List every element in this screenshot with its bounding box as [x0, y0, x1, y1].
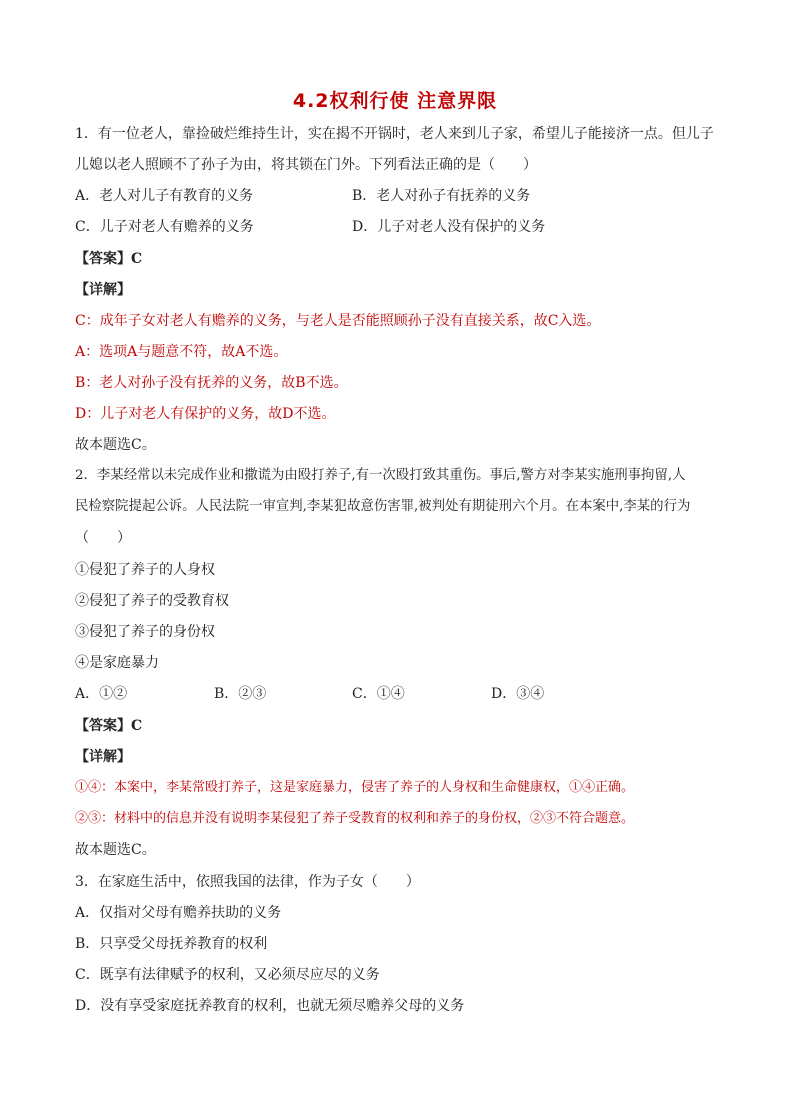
- q2-option-a: A．①②: [75, 686, 128, 702]
- q2-conclusion: 故本题选C。: [75, 842, 156, 858]
- q3-stem: 3．在家庭生活中，依照我国的法律，作为子女（ ）: [75, 874, 420, 890]
- q1-detail-label: 【详解】: [75, 282, 131, 298]
- q1-stem-line2: 儿媳以老人照顾不了孙子为由，将其锁在门外。下列看法正确的是（ ）: [75, 157, 537, 173]
- q2-item-4: ④是家庭暴力: [75, 655, 159, 671]
- q1-option-b: B．老人对孙子有抚养的义务: [352, 188, 531, 204]
- q2-stem-line3: （ ）: [75, 530, 131, 546]
- q1-detail-2: A：选项A与题意不符，故A不选。: [75, 344, 288, 360]
- q1-option-c: C．儿子对老人有赡养的义务: [75, 219, 254, 235]
- q2-detail-2: ②③：材料中的信息并没有说明李某侵犯了养子受教育的权利和养子的身份权，②③不符合题意。: [75, 811, 635, 826]
- q2-answer: 【答案】C: [75, 718, 143, 734]
- q3-option-d: D．没有享受家庭抚养教育的权利，也就无须尽赡养父母的义务: [75, 998, 465, 1014]
- q2-stem-line1: 2．李某经常以未完成作业和撒谎为由殴打养子,有一次殴打致其重伤。事后,警方对李某实施刑事拘留,人: [75, 468, 686, 483]
- q2-detail-label: 【详解】: [75, 749, 131, 765]
- q1-detail-4: D：儿子对老人有保护的义务，故D不选。: [75, 406, 336, 422]
- q2-option-b: B．②③: [214, 686, 267, 702]
- q2-detail-1: ①④：本案中，李某常殴打养子，这是家庭暴力，侵害了养子的人身权和生命健康权，①④正确。: [75, 780, 635, 795]
- q2-option-d: D．③④: [491, 686, 545, 702]
- q1-detail-3: B：老人对孙子没有抚养的义务，故B不选。: [75, 375, 348, 391]
- q2-item-2: ②侵犯了养子的受教育权: [75, 593, 229, 609]
- q1-stem-line1: 1．有一位老人，靠捡破烂维持生计，实在揭不开锅时，老人来到儿子家，希望儿子能接济一点。但儿子: [75, 126, 714, 142]
- q2-option-c: C．①④: [352, 686, 405, 702]
- q1-conclusion: 故本题选C。: [75, 437, 156, 453]
- q2-item-3: ③侵犯了养子的身份权: [75, 624, 215, 640]
- q1-answer: 【答案】C: [75, 251, 143, 267]
- q3-option-b: B．只享受父母抚养教育的权利: [75, 936, 268, 952]
- page-title: 4.2权利行使 注意界限: [292, 90, 498, 112]
- q2-item-1: ①侵犯了养子的人身权: [75, 562, 215, 578]
- q1-option-d: D．儿子对老人没有保护的义务: [352, 219, 546, 235]
- q1-detail-1: C：成年子女对老人有赡养的义务，与老人是否能照顾孙子没有直接关系，故C入选。: [75, 313, 601, 329]
- q2-stem-line2: 民检察院提起公诉。人民法院一审宣判,李某犯故意伤害罪,被判处有期徒刑六个月。在本案中,李某的行为: [75, 499, 691, 514]
- q3-option-a: A．仅指对父母有赡养扶助的义务: [75, 905, 282, 921]
- q3-option-c: C．既享有法律赋予的权利，又必须尽应尽的义务: [75, 967, 380, 983]
- q1-option-a: A．老人对儿子有教育的义务: [75, 188, 254, 204]
